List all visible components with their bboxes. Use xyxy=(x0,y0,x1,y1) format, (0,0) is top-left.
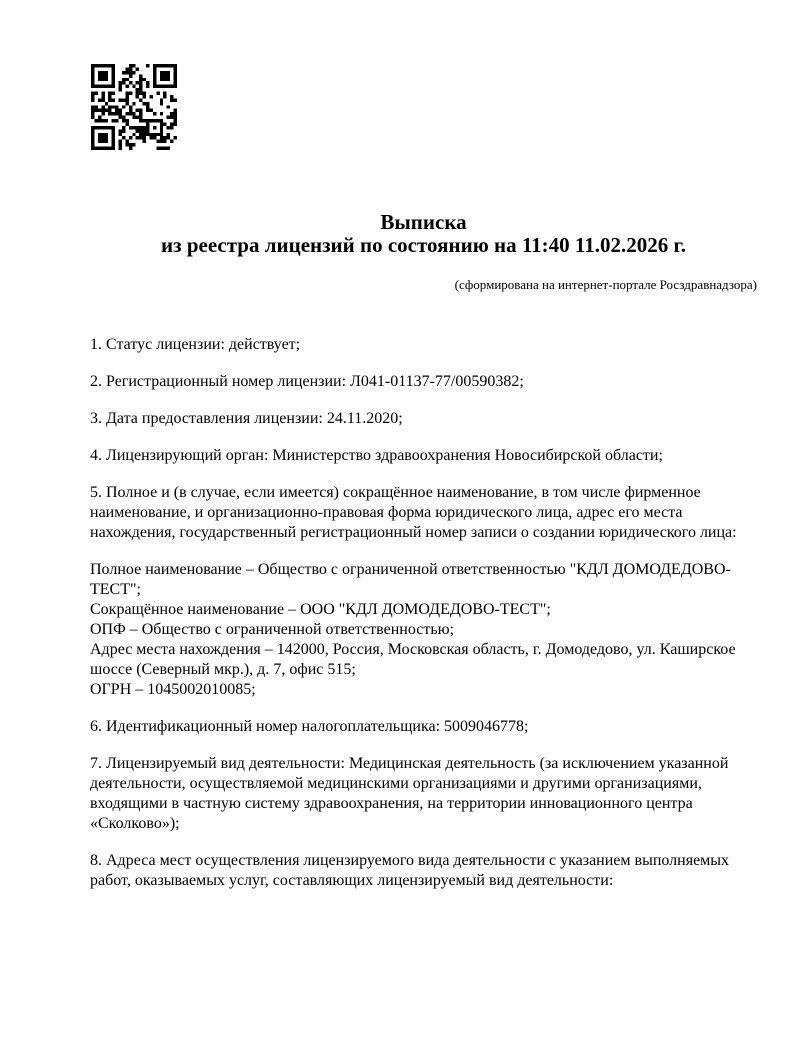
paragraph-activity-type: 7. Лицензируемый вид деятельности: Медицинская деятельность (за исключением указанной деятельности, осуществляемой медицинскими организациями и другими организациями, входящими в частную систему здравоохранения, на территории инновационного центра «Сколково»); xyxy=(90,755,729,832)
org-short-name-line: Сокращённое наименование – ООО "КДЛ ДОМОДЕДОВО-ТЕСТ"; xyxy=(90,601,551,618)
org-opf-line: ОПФ – Общество с ограниченной ответственностью; xyxy=(90,621,455,638)
generation-note: (сформирована на интернет-портале Росздравнадзора) xyxy=(454,277,757,292)
org-details-block xyxy=(90,560,758,700)
paragraph-license-status: 1. Статус лицензии: действует; xyxy=(90,336,301,353)
document-body xyxy=(90,335,758,908)
paragraph-licensing-authority: 4. Лицензирующий орган: Министерство здравоохранения Новосибирской области; xyxy=(90,447,663,464)
document-title xyxy=(90,211,757,257)
org-full-name-line: Полное наименование – Общество с ограниченной ответственностью "КДЛ ДОМОДЕДОВО-ТЕСТ"; xyxy=(90,561,731,598)
org-address-line: Адрес места нахождения – 142000, Россия, Московская область, г. Домодедово, ул. Каширское шоссе (Северный мкр.), д. 7, офис 515; xyxy=(90,641,736,678)
paragraph-inn: 6. Идентификационный номер налогоплательщика: 5009046778; xyxy=(90,718,529,735)
document-title-line1: Выписка xyxy=(380,210,467,234)
paragraph-names-intro: 5. Полное и (в случае, если имеется) сокращённое наименование, в том числе фирменное наименование, и организационно-правовая форма юридического лица, адрес его места нахождения, государственный регистрационный номер записи о создании юридического лица: xyxy=(90,484,737,541)
paragraph-grant-date: 3. Дата предоставления лицензии: 24.11.2020; xyxy=(90,410,403,427)
org-ogrn-line: ОГРН – 1045002010085; xyxy=(90,681,256,698)
paragraph-addresses-intro: 8. Адреса мест осуществления лицензируемого вида деятельности с указанием выполняемых работ, оказываемых услуг, составляющих лицензируемый вид деятельности: xyxy=(90,852,730,889)
document-title-line2: из реестра лицензий по состоянию на 11:40 11.02.2026 г. xyxy=(161,233,686,257)
paragraph-registration-number: 2. Регистрационный номер лицензии: Л041-01137-77/00590382; xyxy=(90,373,524,390)
qr-code-icon xyxy=(90,64,178,150)
